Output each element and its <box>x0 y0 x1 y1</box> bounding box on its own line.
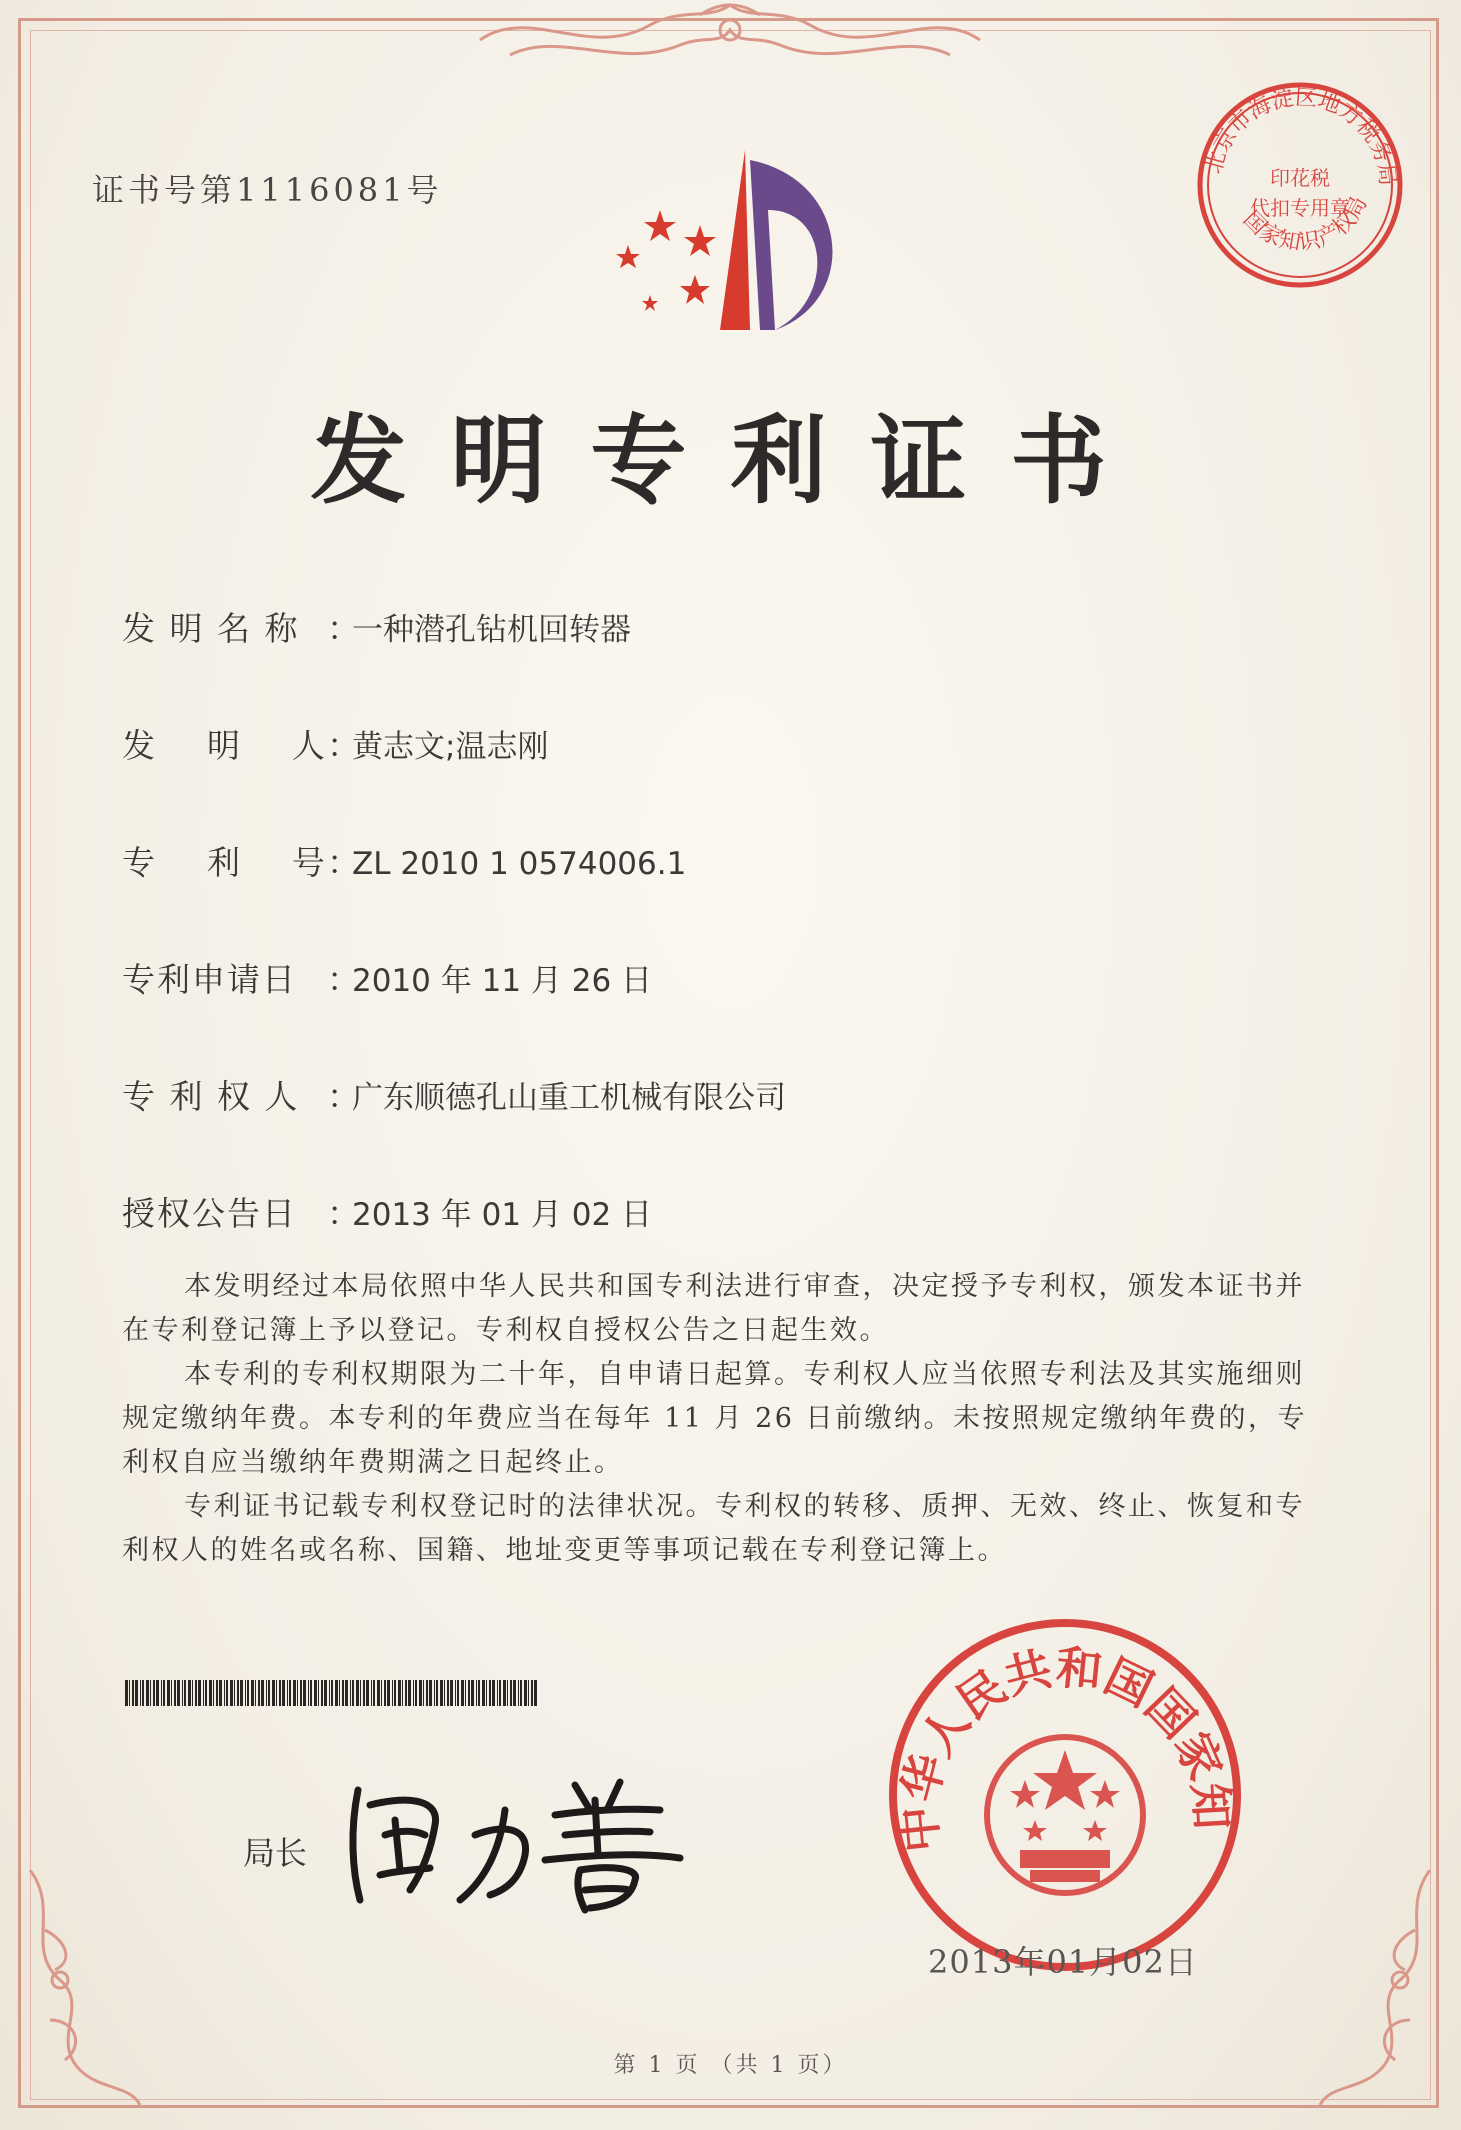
page-number: 第 1 页 （共 1 页） <box>613 2053 848 2078</box>
certificate-title: 发明专利证书 <box>310 404 1151 517</box>
field-label: 专 利 号 <box>122 843 327 882</box>
director-label: 局长 <box>243 1834 308 1872</box>
seal-date: 2013年01月02日 <box>928 1943 1198 1981</box>
field-value: 2013 年 01 月 02 日 <box>352 1197 653 1233</box>
state-ip-office-seal <box>885 1615 1245 1979</box>
field-inventor: 发 明 人：黄志文;温志刚 <box>122 720 548 767</box>
field-label: 发 明 名 称 <box>122 609 300 648</box>
patent-office-logo <box>600 150 860 354</box>
field-value: 一种潜孔钻机回转器 <box>352 612 631 648</box>
top-ornament <box>470 0 990 70</box>
field-label: 专 利 权 人 <box>122 1077 300 1116</box>
body-paragraph-2: 本专利的专利权期限为二十年，自申请日起算。专利权人应当依照专利法及其实施细则规定缴纳年费。本专利的年费应当在每年 11 月 26 日前缴纳。未按照规定缴纳年费的，专利权自应当缴纳年费期满之日起终止。 <box>122 1359 1308 1478</box>
field-patentee: 专 利 权 人 ：广东顺德孔山重工机械有限公司 <box>122 1071 786 1118</box>
director-signature <box>340 1770 700 1924</box>
barcode <box>125 1680 540 1710</box>
field-application-date: 专利申请日 ：2010 年 11 月 26 日 <box>122 954 652 1001</box>
field-value: 广东顺德孔山重工机械有限公司 <box>352 1080 786 1116</box>
body-paragraph-3: 专利证书记载专利权登记时的法律状况。专利权的转移、质押、无效、终止、恢复和专利权人的姓名或名称、国籍、地址变更等事项记载在专利登记簿上。 <box>122 1491 1305 1566</box>
field-value: 2010 年 11 月 26 日 <box>352 963 653 999</box>
certificate-body <box>122 1265 1317 1573</box>
tax-stamp-seal <box>1190 75 1410 299</box>
field-invention-name: 发 明 名 称 ：一种潜孔钻机回转器 <box>122 603 631 650</box>
field-label: 专利申请日 <box>122 960 297 999</box>
svg-text:国家知识产权局: 国家知识产权局 <box>1238 192 1373 256</box>
body-paragraph-1: 本发明经过本局依照中华人民共和国专利法进行审查，决定授予专利权，颁发本证书并在专利登记簿上予以登记。专利权自授权公告之日起生效。 <box>122 1271 1305 1346</box>
field-label: 发 明 人 <box>122 726 327 765</box>
field-value: 黄志文;温志刚 <box>352 729 549 765</box>
field-value: ZL 2010 1 0574006.1 <box>352 846 687 882</box>
certificate-number: 证书号第1116081号 <box>92 171 443 209</box>
svg-text:代扣专用章: 代扣专用章 <box>1250 196 1350 220</box>
svg-text:北京市海淀区地方税务局: 北京市海淀区地方税务局 <box>1201 85 1400 188</box>
field-grant-date: 授权公告日 ：2013 年 01 月 02 日 <box>122 1188 652 1235</box>
svg-text:中华人民共和国国家知识产权局: 中华人民共和国国家知 <box>890 1639 1240 1855</box>
field-label: 授权公告日 <box>122 1194 297 1233</box>
svg-text:印花税: 印花税 <box>1270 166 1330 190</box>
field-patent-number: 专 利 号：ZL 2010 1 0574006.1 <box>122 837 686 884</box>
